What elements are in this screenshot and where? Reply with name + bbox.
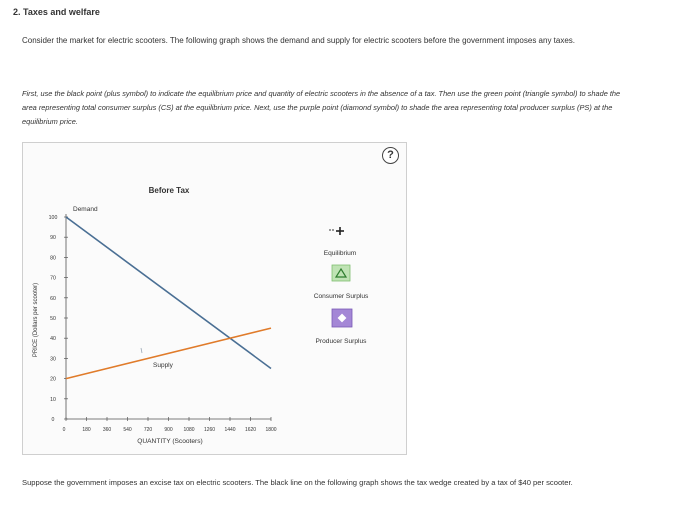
x-tick-label: 1080 (183, 427, 195, 433)
x-tick-label: 540 (123, 427, 132, 433)
y-tick-label: 10 (50, 396, 56, 403)
x-tick-label: 1440 (224, 427, 236, 433)
x-axis-label: QUANTITY (Scooters) (137, 438, 203, 445)
y-tick-label: 20 (50, 376, 56, 383)
x-tick-label: 180 (82, 427, 91, 433)
y-tick-label: 30 (50, 356, 56, 363)
y-tick-label: 0 (51, 417, 55, 423)
y-tick-label: 90 (50, 235, 56, 242)
y-tick-label: 40 (50, 336, 56, 343)
y-tick-label: 100 (48, 215, 58, 221)
supply-curve (66, 328, 271, 379)
consumer-surplus-label: Consumer Surplus (313, 293, 369, 300)
producer-surplus-label: Producer Surplus (315, 338, 367, 345)
producer-surplus-tool[interactable] (316, 309, 368, 345)
y-tick-label: 80 (50, 255, 56, 262)
help-icon[interactable]: ? (382, 147, 399, 164)
x-tick-label: 1260 (203, 427, 216, 433)
x-tick-label: 0 (62, 427, 66, 433)
y-axis-label: PRICE (Dollars per scooter) (33, 282, 39, 358)
question-title: 2. Taxes and welfare (13, 7, 100, 17)
equilibrium-tool[interactable] (324, 227, 357, 257)
question-intro: Consider the market for electric scooters. The following graph shows the demand and supply for electric scooters before the government imposes any taxes. (22, 36, 576, 45)
x-tick-label: 1800 (265, 427, 277, 433)
x-tick-label: 1620 (244, 427, 257, 433)
question-instructions: First, use the black point (plus symbol) to indicate the equilibrium price and quantity of electric scooters in the absence of a tax. Then use the green point (triangle symbol) to shade the area representing total consumer surplus (CS) at the equilibrium price. Next, use the purple point (diamond symbol) to shade the area representing total producer surplus (PS) at the equilibrium price. (22, 89, 621, 126)
y-tick-label: 60 (50, 295, 56, 302)
equilibrium-label: Equilibrium (323, 250, 357, 257)
question-outro: Suppose the government imposes an excise tax on electric scooters. The black line on the following graph shows the tax wedge created by a tax of $40 per scooter. (22, 478, 573, 487)
demand-curve (66, 217, 271, 369)
x-tick-label: 720 (143, 427, 153, 433)
consumer-surplus-tool[interactable] (314, 265, 369, 300)
x-tick-label: 360 (102, 427, 112, 433)
chart-title: Before Tax (148, 186, 190, 195)
x-tick-label: 900 (164, 427, 173, 433)
curve-marker (141, 348, 142, 353)
supply-label: Supply (153, 362, 173, 369)
plus-icon[interactable] (329, 227, 344, 235)
demand-label: Demand (73, 206, 98, 213)
y-tick-label: 70 (50, 275, 56, 282)
y-tick-label: 50 (50, 316, 56, 322)
